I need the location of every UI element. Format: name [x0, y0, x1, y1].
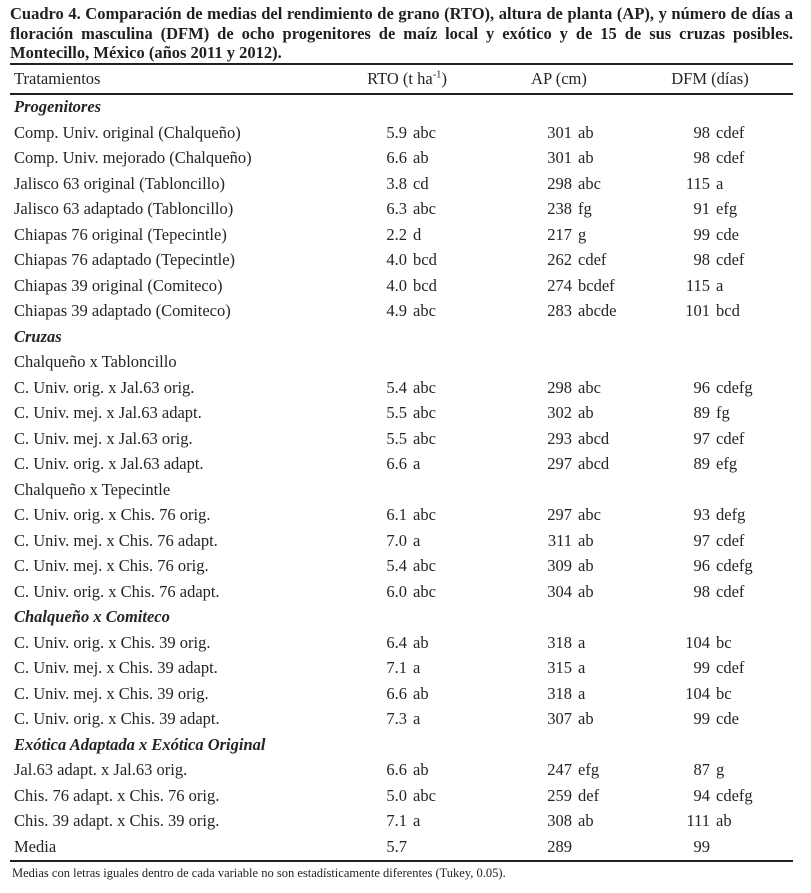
- dfm-value-letters: cdefg: [716, 785, 753, 805]
- rto-value-letters: ab: [413, 683, 429, 703]
- ap-value: [510, 403, 658, 423]
- treatment-name: Comp. Univ. mejorado (Chalqueño): [14, 148, 252, 168]
- ap-value-letters: efg: [578, 760, 600, 780]
- ap-value-number: 302: [547, 403, 572, 423]
- table-section-row: [10, 732, 793, 758]
- ap-value: [510, 556, 658, 576]
- dfm-value: [658, 505, 793, 525]
- ap-value-number: 262: [547, 250, 572, 270]
- rto-value: [355, 709, 510, 729]
- table-row: [10, 120, 793, 146]
- rto-value-letters: abc: [413, 377, 436, 397]
- rto-value-letters: ab: [413, 760, 429, 780]
- table-row: [10, 299, 793, 325]
- ap-value-number: 318: [547, 632, 572, 652]
- rto-value-number: 7.1: [386, 811, 407, 831]
- table-body: [10, 95, 793, 860]
- dfm-value-number: 97: [693, 428, 710, 448]
- ap-value-letters: g: [578, 224, 587, 244]
- rto-value: [355, 760, 510, 780]
- dfm-value-number: 98: [693, 122, 710, 142]
- ap-value-number: 309: [547, 556, 572, 576]
- rto-value-number: 5.9: [386, 122, 407, 142]
- ap-value-number: 301: [547, 148, 572, 168]
- rto-value-number: 7.0: [386, 530, 407, 550]
- dfm-value: [658, 786, 793, 806]
- rto-value-number: 6.1: [386, 505, 407, 525]
- rto-value-letters: abc: [413, 785, 436, 805]
- ap-value-letters: a: [578, 683, 586, 703]
- dfm-value-number: 98: [693, 250, 710, 270]
- dfm-value-letters: cdef: [716, 581, 745, 601]
- rto-value: [355, 786, 510, 806]
- rto-value-letters: bcd: [413, 250, 437, 270]
- treatment-name: Jalisco 63 adaptado (Tabloncillo): [14, 199, 234, 219]
- table-row: [10, 528, 793, 554]
- ap-value-number: 298: [547, 173, 572, 193]
- dfm-value-number: 99: [693, 658, 710, 678]
- dfm-value-number: 115: [685, 275, 710, 295]
- ap-value-letters: a: [578, 658, 586, 678]
- dfm-value-number: 115: [685, 173, 710, 193]
- section-label: Chalqueño x Tabloncillo: [14, 352, 177, 372]
- dfm-value-number: 96: [693, 377, 710, 397]
- rto-header-superscript: -1: [432, 69, 442, 80]
- table-row: [10, 554, 793, 580]
- rto-value-letters: abc: [413, 199, 436, 219]
- ap-value-number: 297: [547, 454, 572, 474]
- rto-value-letters: a: [413, 811, 421, 831]
- ap-value-number: 274: [547, 275, 572, 295]
- ap-value-letters: ab: [578, 122, 594, 142]
- treatment-name: Jalisco 63 original (Tabloncillo): [14, 173, 226, 193]
- rto-header-close: ): [441, 68, 447, 88]
- table-row: [10, 375, 793, 401]
- table-row: [10, 579, 793, 605]
- dfm-value: [658, 199, 793, 219]
- table-row: [10, 656, 793, 682]
- table-caption: Cuadro 4. Comparación de medias del rendimiento de grano (RTO), altura de planta (AP), y número de días a floración masculina (DFM) de ocho progenitores de maíz local y exótico y de 15 de sus cruzas posibles. Montecillo, México (años 2011 y 2012).: [10, 4, 793, 62]
- dfm-value-letters: g: [716, 760, 725, 780]
- rto-value: [355, 505, 510, 525]
- dfm-value-number: 99: [693, 836, 710, 856]
- treatment-name: Chiapas 39 original (Comiteco): [14, 275, 223, 295]
- rto-value-letters: abc: [413, 122, 436, 142]
- ap-value-number: 315: [547, 658, 572, 678]
- ap-value: [510, 658, 658, 678]
- section-label: Progenitores: [14, 97, 102, 117]
- dfm-value-letters: cde: [716, 224, 739, 244]
- rto-value-number: 5.7: [386, 836, 407, 856]
- dfm-value-number: 94: [693, 785, 710, 805]
- section-label: Chalqueño x Comiteco: [14, 607, 170, 627]
- rto-value: [355, 148, 510, 168]
- rto-value: [355, 454, 510, 474]
- ap-value-letters: ab: [578, 556, 594, 576]
- dfm-value-letters: bc: [716, 632, 732, 652]
- ap-value-letters: abc: [578, 173, 601, 193]
- rto-value: [355, 684, 510, 704]
- dfm-value: [658, 582, 793, 602]
- treatment-name: C. Univ. orig. x Jal.63 adapt.: [14, 454, 204, 474]
- dfm-value: [658, 760, 793, 780]
- dfm-value-number: 93: [693, 505, 710, 525]
- dfm-value-letters: ab: [716, 811, 732, 831]
- table-row: [10, 197, 793, 223]
- rto-value-letters: a: [413, 454, 421, 474]
- dfm-value-letters: cdefg: [716, 377, 753, 397]
- rto-value-number: 5.4: [386, 556, 407, 576]
- table-section-row: [10, 605, 793, 631]
- dfm-value-letters: bc: [716, 683, 732, 703]
- rto-value-number: 6.6: [386, 760, 407, 780]
- table-row: [10, 401, 793, 427]
- rto-value-number: 6.6: [386, 454, 407, 474]
- rto-value-number: 5.4: [386, 377, 407, 397]
- ap-value: [510, 123, 658, 143]
- dfm-value-number: 98: [693, 148, 710, 168]
- treatment-name: C. Univ. mej. x Chis. 76 orig.: [14, 556, 209, 576]
- ap-value-number: 217: [547, 224, 572, 244]
- table-footnote: Medias con letras iguales dentro de cada variable no son estadísticamente diferentes (Tukey, 0.05).: [12, 865, 506, 880]
- treatment-name: Comp. Univ. original (Chalqueño): [14, 122, 241, 142]
- rto-header-text: RTO (t ha: [367, 68, 433, 88]
- dfm-value-letters: cdef: [716, 530, 745, 550]
- ap-value: [510, 148, 658, 168]
- ap-value-letters: a: [578, 632, 586, 652]
- table-row: [10, 222, 793, 248]
- table-row: [10, 452, 793, 478]
- rto-value: [355, 199, 510, 219]
- rto-value-letters: abc: [413, 428, 436, 448]
- dfm-value-letters: fg: [716, 403, 730, 423]
- ap-value: [510, 582, 658, 602]
- section-label: Chalqueño x Tepecintle: [14, 479, 171, 499]
- rto-value-number: 2.2: [386, 224, 407, 244]
- column-header-tratamientos: Tratamientos: [14, 68, 101, 88]
- ap-value-letters: abc: [578, 377, 601, 397]
- rto-value: [355, 250, 510, 270]
- ap-value-number: 307: [547, 709, 572, 729]
- ap-value-letters: ab: [578, 709, 594, 729]
- table-row: [10, 758, 793, 784]
- dfm-value: [658, 148, 793, 168]
- treatment-name: C. Univ. mej. x Jal.63 adapt.: [14, 403, 202, 423]
- table-row: [10, 834, 793, 860]
- table-row: [10, 503, 793, 529]
- dfm-value-letters: efg: [716, 454, 738, 474]
- treatment-name: C. Univ. mej. x Chis. 39 adapt.: [14, 658, 218, 678]
- ap-value: [510, 633, 658, 653]
- rto-value-letters: abc: [413, 301, 436, 321]
- rto-value-letters: abc: [413, 403, 436, 423]
- rto-value-number: 5.0: [386, 785, 407, 805]
- ap-value: [510, 505, 658, 525]
- dfm-value: [658, 811, 793, 831]
- dfm-value: [658, 658, 793, 678]
- treatment-name: C. Univ. orig. x Jal.63 orig.: [14, 377, 195, 397]
- dfm-value: [658, 429, 793, 449]
- dfm-value: [658, 123, 793, 143]
- table-section-row: [10, 324, 793, 350]
- ap-value: [510, 837, 658, 857]
- treatment-name: C. Univ. mej. x Jal.63 orig.: [14, 428, 193, 448]
- treatment-name: Media: [14, 836, 57, 856]
- ap-value-letters: cdef: [578, 250, 607, 270]
- treatment-name: C. Univ. orig. x Chis. 39 orig.: [14, 632, 211, 652]
- dfm-value-letters: cdef: [716, 122, 745, 142]
- rto-value: [355, 582, 510, 602]
- dfm-value: [658, 709, 793, 729]
- rto-value-number: 5.5: [386, 428, 407, 448]
- ap-value-number: 308: [547, 811, 572, 831]
- treatment-name: Jal.63 adapt. x Jal.63 orig.: [14, 760, 188, 780]
- treatment-name: C. Univ. orig. x Chis. 76 adapt.: [14, 581, 220, 601]
- ap-value-number: 289: [547, 836, 572, 856]
- table-group-row: [10, 350, 793, 376]
- rto-value-letters: d: [413, 224, 422, 244]
- rto-value: [355, 429, 510, 449]
- ap-value-number: 311: [547, 530, 572, 550]
- dfm-value-number: 99: [693, 224, 710, 244]
- treatment-name: Chiapas 76 original (Tepecintle): [14, 224, 227, 244]
- rto-value-number: 7.1: [386, 658, 407, 678]
- rto-value-letters: bcd: [413, 275, 437, 295]
- ap-value: [510, 276, 658, 296]
- dfm-value: [658, 454, 793, 474]
- ap-value-letters: fg: [578, 199, 592, 219]
- dfm-value-number: 98: [693, 581, 710, 601]
- dfm-value-letters: cde: [716, 709, 739, 729]
- dfm-value-letters: bcd: [716, 301, 740, 321]
- table-row: [10, 248, 793, 274]
- dfm-value-letters: cdef: [716, 148, 745, 168]
- rto-value-letters: ab: [413, 148, 429, 168]
- dfm-value-letters: efg: [716, 199, 738, 219]
- ap-value: [510, 250, 658, 270]
- treatment-name: Chis. 39 adapt. x Chis. 39 orig.: [14, 811, 220, 831]
- rto-value: [355, 633, 510, 653]
- dfm-value: [658, 531, 793, 551]
- dfm-value-number: 111: [686, 811, 710, 831]
- dfm-value: [658, 837, 793, 857]
- ap-value-number: 298: [547, 377, 572, 397]
- rto-value: [355, 531, 510, 551]
- dfm-value: [658, 633, 793, 653]
- rto-value: [355, 276, 510, 296]
- table-row: [10, 681, 793, 707]
- rto-value-number: 5.5: [386, 403, 407, 423]
- ap-value-letters: abcd: [578, 454, 610, 474]
- dfm-value-letters: cdef: [716, 428, 745, 448]
- dfm-value: [658, 301, 793, 321]
- rto-value-number: 4.9: [386, 301, 407, 321]
- rto-value-letters: a: [413, 530, 421, 550]
- ap-value-number: 283: [547, 301, 572, 321]
- dfm-value-number: 91: [693, 199, 710, 219]
- dfm-value-letters: a: [716, 173, 724, 193]
- dfm-value: [658, 276, 793, 296]
- treatment-name: Chiapas 76 adaptado (Tepecintle): [14, 250, 236, 270]
- ap-value-letters: ab: [578, 581, 594, 601]
- rto-value: [355, 556, 510, 576]
- section-label: Cruzas: [14, 326, 62, 346]
- rto-value-number: 6.0: [386, 581, 407, 601]
- ap-value-number: 318: [547, 683, 572, 703]
- ap-value-letters: ab: [578, 403, 594, 423]
- dfm-value-letters: cdef: [716, 250, 745, 270]
- dfm-value: [658, 556, 793, 576]
- ap-value: [510, 225, 658, 245]
- dfm-value-number: 96: [693, 556, 710, 576]
- rto-value-number: 7.3: [386, 709, 407, 729]
- ap-value-number: 293: [547, 428, 572, 448]
- ap-value-number: 238: [547, 199, 572, 219]
- table-row: [10, 171, 793, 197]
- rto-value-letters: abc: [413, 556, 436, 576]
- ap-value-number: 304: [547, 581, 572, 601]
- treatment-name: C. Univ. orig. x Chis. 39 adapt.: [14, 709, 220, 729]
- dfm-value: [658, 174, 793, 194]
- ap-value-letters: def: [578, 785, 600, 805]
- treatment-name: Chis. 76 adapt. x Chis. 76 orig.: [14, 785, 220, 805]
- ap-value-letters: abc: [578, 505, 601, 525]
- table-row: [10, 809, 793, 835]
- dfm-value-letters: cdef: [716, 658, 745, 678]
- rto-value-number: 6.6: [386, 683, 407, 703]
- ap-value-letters: bcdef: [578, 275, 615, 295]
- rto-value-letters: cd: [413, 173, 429, 193]
- ap-value: [510, 174, 658, 194]
- rto-value: [355, 174, 510, 194]
- ap-value: [510, 199, 658, 219]
- rto-value: [355, 225, 510, 245]
- column-header-rto: [355, 69, 510, 89]
- ap-value-letters: ab: [578, 811, 594, 831]
- dfm-value-number: 89: [693, 454, 710, 474]
- rto-value: [355, 658, 510, 678]
- table-section-row: [10, 95, 793, 121]
- dfm-value-number: 104: [685, 632, 710, 652]
- rto-value-number: 4.0: [386, 275, 407, 295]
- dfm-value: [658, 225, 793, 245]
- treatment-name: C. Univ. orig. x Chis. 76 orig.: [14, 505, 211, 525]
- rto-value-letters: ab: [413, 632, 429, 652]
- rto-value-number: 4.0: [386, 250, 407, 270]
- rto-value-number: 6.3: [386, 199, 407, 219]
- treatment-name: Chiapas 39 adaptado (Comiteco): [14, 301, 231, 321]
- dfm-value: [658, 403, 793, 423]
- dfm-value: [658, 378, 793, 398]
- ap-value-number: 247: [547, 760, 572, 780]
- ap-value-number: 259: [547, 785, 572, 805]
- rto-value-letters: a: [413, 658, 421, 678]
- table-row: [10, 783, 793, 809]
- table-row: [10, 426, 793, 452]
- rto-value: [355, 301, 510, 321]
- table-header-row: [10, 65, 793, 93]
- dfm-value-letters: a: [716, 275, 724, 295]
- treatment-name: C. Univ. mej. x Chis. 39 orig.: [14, 683, 209, 703]
- dfm-value-number: 99: [693, 709, 710, 729]
- column-header-dfm: DFM (días): [671, 68, 749, 88]
- rto-value-letters: abc: [413, 505, 436, 525]
- table-group-row: [10, 477, 793, 503]
- ap-value: [510, 709, 658, 729]
- ap-value: [510, 301, 658, 321]
- ap-value-letters: abcde: [578, 301, 617, 321]
- rto-value: [355, 811, 510, 831]
- ap-value-letters: abcd: [578, 428, 610, 448]
- rto-value-number: 6.4: [386, 632, 407, 652]
- ap-value: [510, 531, 658, 551]
- rto-value: [355, 403, 510, 423]
- dfm-value-letters: cdefg: [716, 556, 753, 576]
- dfm-value-number: 104: [685, 683, 710, 703]
- table-row: [10, 273, 793, 299]
- ap-value: [510, 684, 658, 704]
- ap-value: [510, 811, 658, 831]
- table-row: [10, 146, 793, 172]
- ap-value-letters: ab: [578, 530, 594, 550]
- dfm-value-number: 101: [685, 301, 710, 321]
- column-header-ap: AP (cm): [531, 68, 587, 88]
- treatment-name: C. Univ. mej. x Chis. 76 adapt.: [14, 530, 218, 550]
- ap-value: [510, 760, 658, 780]
- dfm-value-letters: defg: [716, 505, 746, 525]
- table-row: [10, 630, 793, 656]
- rto-value-letters: a: [413, 709, 421, 729]
- dfm-value: [658, 250, 793, 270]
- dfm-value-number: 87: [693, 760, 710, 780]
- ap-value: [510, 378, 658, 398]
- dfm-value-number: 89: [693, 403, 710, 423]
- table-row: [10, 707, 793, 733]
- rto-value-letters: abc: [413, 581, 436, 601]
- dfm-value: [658, 684, 793, 704]
- dfm-value-number: 97: [693, 530, 710, 550]
- section-label: Exótica Adaptada x Exótica Original: [14, 734, 266, 754]
- ap-value-number: 301: [547, 122, 572, 142]
- ap-value: [510, 429, 658, 449]
- rto-value: [355, 123, 510, 143]
- ap-value-letters: ab: [578, 148, 594, 168]
- ap-value-number: 297: [547, 505, 572, 525]
- rto-value-number: 3.8: [386, 173, 407, 193]
- rto-value: [355, 837, 510, 857]
- ap-value: [510, 786, 658, 806]
- rto-value: [355, 378, 510, 398]
- ap-value: [510, 454, 658, 474]
- rto-value-number: 6.6: [386, 148, 407, 168]
